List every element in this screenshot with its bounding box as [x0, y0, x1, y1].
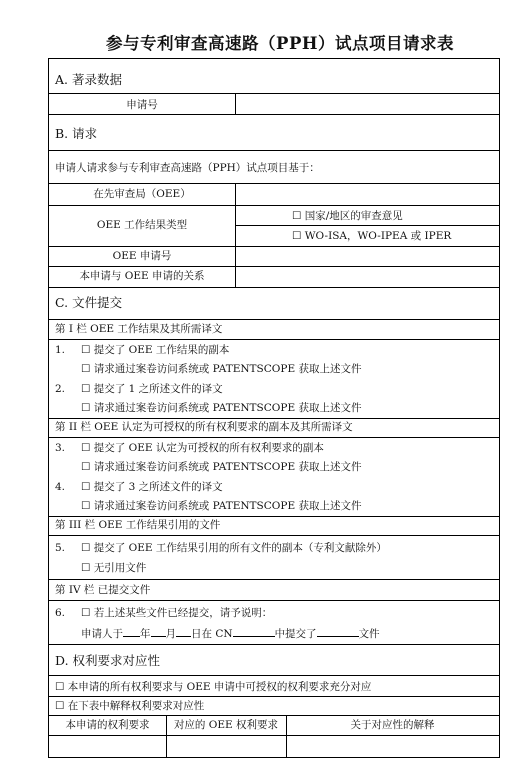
oee-label: 在先审查局（OEE） — [93, 188, 191, 200]
section-a-heading: A. 著录数据 — [55, 72, 122, 87]
item-3-claims-copy-checkbox[interactable]: ☐ 提交了 OEE 认定为可授权的所有权利要求的副本 — [81, 442, 324, 454]
cn-number-blank[interactable] — [233, 625, 275, 637]
work-type-wo-checkbox[interactable]: ☐ WO-ISA，WO-IPEA 或 IPER — [292, 230, 452, 242]
item-5-number: 5. — [55, 542, 66, 554]
pph-request-form — [48, 58, 500, 758]
item-6-number: 6. — [55, 607, 66, 619]
item-1-access-checkbox[interactable]: ☐ 请求通过案卷访问系统或 PATENTSCOPE 获取上述文件 — [81, 363, 362, 375]
column-1-header: 第 I 栏 OEE 工作结果及其所需译文 — [55, 323, 223, 335]
work-type-national-checkbox[interactable]: ☐ 国家/地区的审查意见 — [292, 210, 403, 222]
column-4-header: 第 IV 栏 已提交文件 — [55, 584, 151, 596]
table-header-explanation: 关于对应性的解释 — [350, 719, 435, 731]
item-5-no-citation-checkbox[interactable]: ☐ 无引用文件 — [81, 562, 147, 574]
column-2-header: 第 II 栏 OEE 认定为可授权的所有权利要求的副本及其所需译文 — [55, 421, 353, 433]
relationship-label: 本申请与 OEE 申请的关系 — [79, 270, 205, 282]
column-3-header: 第 III 栏 OEE 工作结果引用的文件 — [55, 519, 221, 531]
section-c-heading: C. 文件提交 — [55, 295, 123, 310]
section-b-heading: B. 请求 — [55, 126, 98, 141]
page-title: 参与专利审查高速路（PPH）试点项目请求表 — [106, 34, 454, 53]
application-number-label: 申请号 — [126, 99, 158, 111]
item-4-number: 4. — [55, 481, 66, 493]
item-3-access-checkbox[interactable]: ☐ 请求通过案卷访问系统或 PATENTSCOPE 获取上述文件 — [81, 461, 362, 473]
table-header-oee-claims: 对应的 OEE 权利要求 — [173, 719, 279, 731]
item-2-access-checkbox[interactable]: ☐ 请求通过案卷访问系统或 PATENTSCOPE 获取上述文件 — [81, 402, 362, 414]
day-blank[interactable] — [176, 625, 191, 637]
item-1-copy-checkbox[interactable]: ☐ 提交了 OEE 工作结果的副本 — [81, 344, 230, 356]
item-6-submitted-checkbox[interactable]: ☐ 若上述某些文件已经提交，请予说明： — [81, 607, 273, 619]
claims-table-cell[interactable] — [51, 738, 163, 754]
year-blank[interactable] — [123, 625, 140, 637]
month-blank[interactable] — [151, 625, 166, 637]
item-5-cited-docs-checkbox[interactable]: ☐ 提交了 OEE 工作结果引用的所有文件的副本（专利文献除外） — [81, 542, 387, 554]
item-4-access-checkbox[interactable]: ☐ 请求通过案卷访问系统或 PATENTSCOPE 获取上述文件 — [81, 500, 362, 512]
item-2-translation-checkbox[interactable]: ☐ 提交了 1 之所述文件的译文 — [81, 383, 223, 395]
oee-claims-table-cell[interactable] — [169, 738, 283, 754]
oee-application-number-field[interactable] — [241, 249, 493, 263]
full-correspondence-checkbox[interactable]: ☐ 本申请的所有权利要求与 OEE 申请中可授权的权利要求充分对应 — [55, 681, 372, 693]
item-3-number: 3. — [55, 442, 66, 454]
section-b-intro: 申请人请求参与专利审查高速路（PPH）试点项目基于： — [55, 162, 320, 174]
item-4-translation-checkbox[interactable]: ☐ 提交了 3 之所述文件的译文 — [81, 481, 223, 493]
relationship-field[interactable] — [241, 269, 493, 283]
section-d-heading: D. 权利要求对应性 — [55, 653, 161, 668]
work-result-type-label: OEE 工作结果类型 — [96, 219, 188, 231]
table-header-claims: 本申请的权利要求 — [65, 719, 150, 731]
item-1-number: 1. — [55, 344, 66, 356]
oee-field[interactable] — [241, 187, 493, 201]
item-2-number: 2. — [55, 383, 66, 395]
document-blank[interactable] — [317, 625, 359, 637]
application-number-field[interactable] — [241, 98, 493, 112]
explain-correspondence-checkbox[interactable]: ☐ 在下表中解释权利要求对应性 — [55, 700, 205, 712]
explanation-table-cell[interactable] — [289, 738, 495, 754]
oee-application-number-label: OEE 申请号 — [112, 250, 172, 262]
submission-statement: 申请人于 年 月 日在 CN 中提交了 文件 — [81, 625, 380, 641]
